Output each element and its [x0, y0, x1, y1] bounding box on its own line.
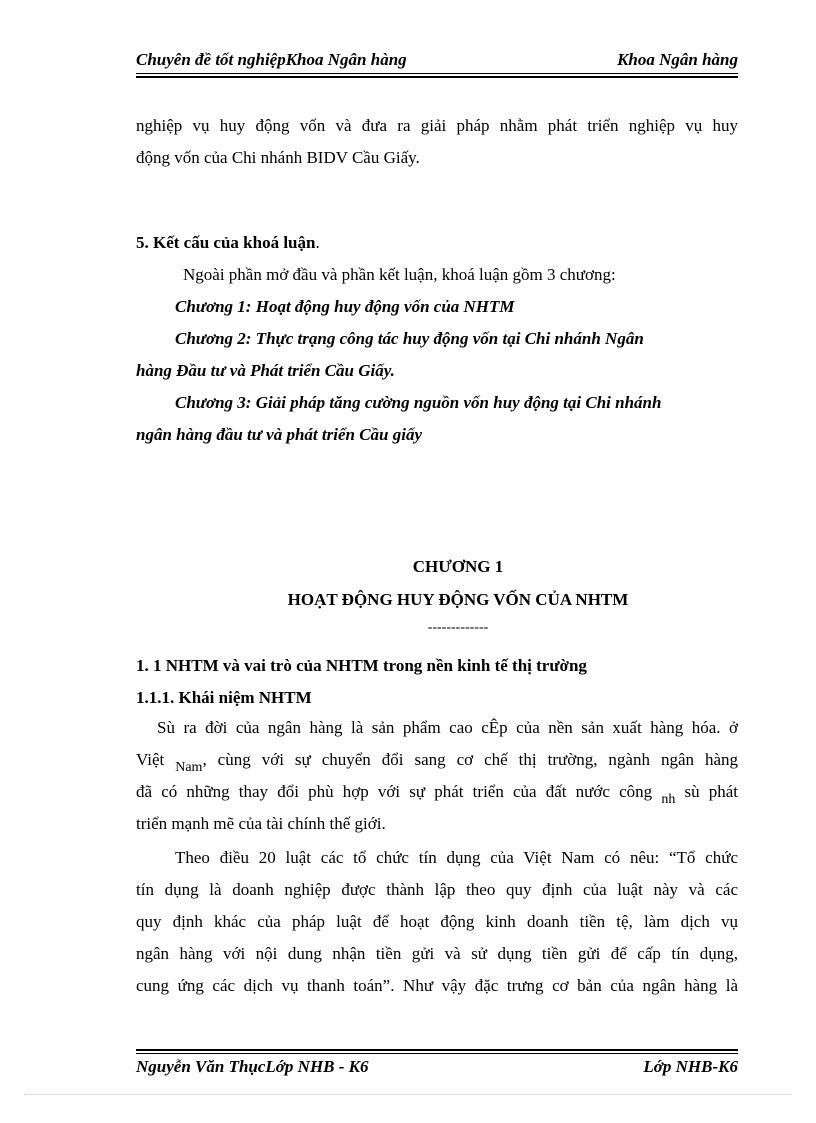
chapter-2-item-line2: hàng Đầu tư và Phát triển Cầu Giấy.	[136, 361, 395, 380]
text-run: Việt	[136, 750, 165, 769]
paragraph-line: quy định khác của pháp luật để hoạt động kinh doanh tiền tệ, làm dịch vụ	[136, 912, 738, 931]
paragraph-line: cung ứng các dịch vụ thanh toán”. Như vậy đặc trưng cơ bản của ngân hàng là	[136, 976, 738, 995]
footer-rule-thin	[136, 1053, 738, 1054]
text-run: , cùng với sự chuyển đổi sang cơ chế thị trường, ngành ngân hàng	[202, 750, 739, 769]
paragraph-line: ngân hàng với nội dung nhận tiền gửi và sử dụng tiền gửi để cấp tín dụng,	[136, 944, 738, 963]
section-5-period: .	[315, 233, 320, 252]
paragraph-line	[136, 750, 739, 775]
footer-rule-thick	[136, 1049, 738, 1051]
header-rule-thick	[136, 76, 738, 78]
chapter-2-item-line1: Chương 2: Thực trạng công tác huy động vốn tại Chi nhánh Ngân	[175, 329, 644, 348]
footer-left-text: Nguyễn Văn ThụcLớp NHB - K6	[136, 1057, 369, 1076]
paragraph-line	[136, 782, 739, 807]
section-1-1-heading: 1. 1 NHTM và vai trò của NHTM trong nền kinh tế thị trường	[136, 656, 587, 675]
text-run: sù phát	[684, 782, 739, 801]
text-run-small: Nam	[175, 760, 203, 775]
header-right-text: Khoa Ngân hàng	[617, 50, 738, 69]
chapter-title: HOẠT ĐỘNG HUY ĐỘNG VỐN CỦA NHTM	[287, 590, 629, 609]
section-heading	[136, 227, 320, 259]
text-run-small: nh	[661, 792, 676, 807]
section-5-title: 5. Kết cấu của khoá luận	[136, 233, 316, 252]
chapter-3-item-line1: Chương 3: Giải pháp tăng cường nguồn vốn huy động tại Chi nhánh	[175, 393, 662, 412]
page-header	[136, 48, 738, 72]
page-footer	[136, 1055, 738, 1079]
chapter-label: CHƯƠNG 1	[412, 557, 504, 576]
paragraph-line: triển mạnh mẽ của tài chính thế giới.	[136, 814, 386, 833]
section-1-1-1-heading: 1.1.1. Khái niệm NHTM	[136, 688, 312, 707]
chapter-1-item: Chương 1: Hoạt động huy động vốn của NHTM	[175, 297, 515, 316]
intro-line: Ngoài phần mở đầu và phần kết luận, khoá luận gồm 3 chương:	[183, 265, 616, 284]
paragraph-line: Theo điều 20 luật các tổ chức tín dụng của Việt Nam có nêu: “Tổ chức	[175, 848, 738, 867]
header-left-text: Chuyên đề tốt nghiệpKhoa Ngân hàng	[136, 50, 407, 69]
paragraph-line: Sù ra đời của ngân hàng là sản phẩm cao cÊp của nền sản xuất hàng hóa. ở	[157, 718, 738, 737]
paragraph-line: động vốn của Chi nhánh BIDV Cầu Giấy.	[136, 148, 420, 167]
header-rule-thin	[136, 73, 738, 74]
footer-right-text: Lớp NHB-K6	[643, 1057, 738, 1076]
text-run: đã có những thay đổi phù hợp với sự phát triển của đất nước công	[136, 782, 653, 801]
paragraph-line: tín dụng là doanh nghiệp được thành lập theo quy định của luật này và các	[136, 880, 738, 899]
chapter-divider: -------------	[427, 620, 489, 635]
chapter-3-item-line2: ngân hàng đầu tư và phát triển Cầu giấy	[136, 425, 423, 444]
paragraph-line: nghiệp vụ huy động vốn và đưa ra giải pháp nhằm phát triển nghiệp vụ huy	[136, 116, 738, 135]
page-bottom-dotted-line	[24, 1094, 792, 1095]
